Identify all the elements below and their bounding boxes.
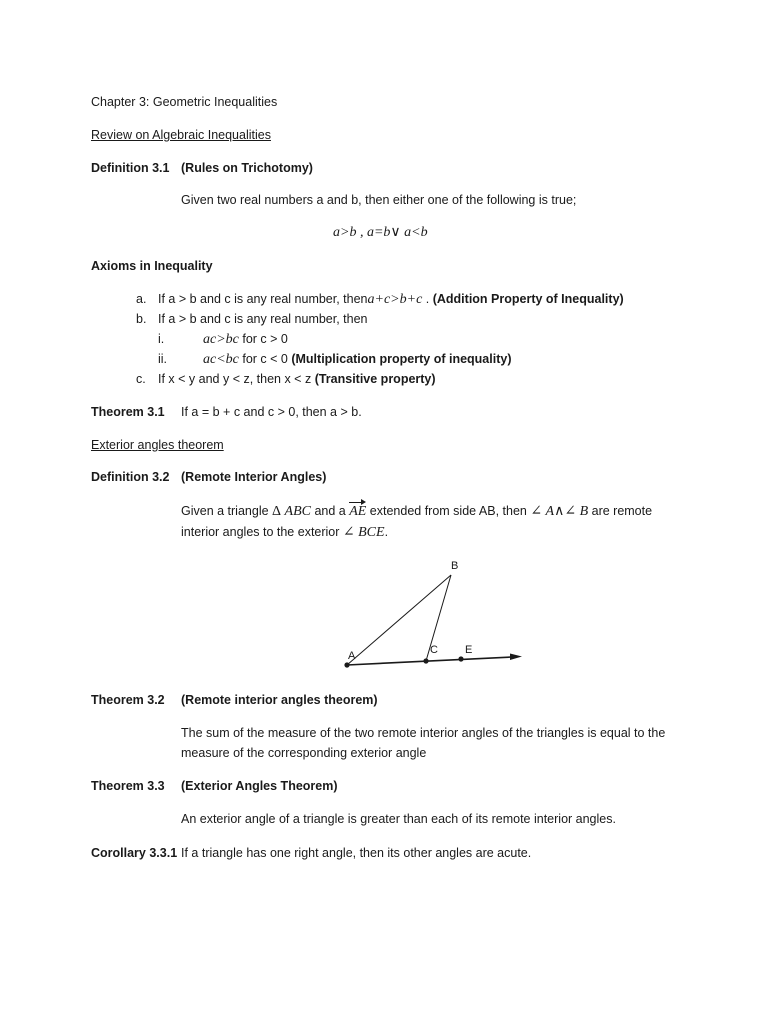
angle-symbol: ∠: [530, 504, 543, 519]
thm33-text: An exterior angle of a triangle is greater than each of its remote interior angles.: [181, 812, 616, 826]
axiom-c: [158, 371, 436, 387]
thm32-line1: The sum of the measure of the two remote interior angles of the triangles is equal to the: [181, 726, 666, 740]
point-c: [423, 658, 428, 663]
def31-text: Given two real numbers a and b, then either one of the following is true;: [181, 193, 577, 207]
def32-line1-a: Given a triangle: [181, 504, 273, 518]
axiom-bi-marker: i.: [158, 332, 165, 346]
thm33-title: (Exterior Angles Theorem): [181, 779, 338, 793]
axiom-bii-marker: ii.: [158, 352, 168, 366]
axiom-a-marker: a.: [136, 292, 147, 306]
point-e: [458, 656, 463, 661]
thm31-text: If a = b + c and c > 0, then a > b.: [181, 405, 362, 419]
def32-line1-c: extended from side AB, then: [366, 504, 531, 518]
exterior-angle-name: BCE: [358, 525, 385, 540]
label-c: C: [430, 644, 438, 656]
axiom-b-marker: b.: [136, 312, 147, 326]
axioms-heading: Axioms in Inequality: [91, 259, 213, 273]
axiom-bi: [203, 331, 288, 348]
label-e: E: [465, 644, 473, 656]
point-a: [344, 662, 349, 667]
def32-title: (Remote Interior Angles): [181, 470, 327, 484]
wedge-symbol: ∧: [554, 504, 565, 519]
axiom-bi-math: ac>bc: [203, 332, 239, 347]
angle-a: A: [545, 504, 555, 519]
axiom-bii: [203, 351, 511, 368]
def32-label: Definition 3.2: [91, 470, 170, 484]
thm32-label: Theorem 3.2: [91, 693, 165, 707]
axiom-a: [158, 291, 624, 308]
axiom-a-bold: (Addition Property of Inequality): [432, 292, 624, 306]
def32-line2-a: interior angles to the exterior: [181, 525, 343, 539]
axiom-bii-text: for c < 0: [238, 352, 292, 366]
exterior-heading: Exterior angles theorem: [91, 438, 224, 452]
axiom-b-text: If a > b and c is any real number, then: [158, 312, 368, 326]
def32-line1-b: and a: [310, 504, 350, 518]
def32-line2-end: .: [384, 525, 389, 539]
axiom-c-bold: (Transitive property): [314, 372, 436, 386]
ray-ae: AE: [349, 504, 367, 519]
angle-symbol: ∠: [342, 525, 355, 540]
thm31-label: Theorem 3.1: [91, 405, 165, 419]
angle-b: B: [579, 504, 589, 519]
triangle-figure: [330, 555, 530, 675]
label-a: A: [348, 650, 356, 662]
def32-line1: [181, 503, 652, 520]
axiom-bii-bold: (Multiplication property of inequality): [291, 352, 512, 366]
axiom-c-marker: c.: [136, 372, 146, 386]
cor331-label: Corollary 3.3.1: [91, 846, 178, 860]
thm32-line2: measure of the corresponding exterior angle: [181, 746, 427, 760]
label-b: B: [451, 560, 459, 572]
ray-arrowhead: [510, 654, 522, 661]
axiom-a-tail: .: [422, 292, 433, 306]
review-heading: Review on Algebraic Inequalities: [91, 128, 271, 142]
def31-title: (Rules on Trichotomy): [181, 161, 313, 175]
def31-label: Definition 3.1: [91, 161, 170, 175]
chapter-title: Chapter 3: Geometric Inequalities: [91, 95, 278, 109]
triangle-diagram: [330, 555, 530, 675]
axiom-a-math: a+c>b+c: [367, 292, 423, 307]
trichotomy-formula: a>b , a=b∨ a<b: [333, 225, 428, 240]
angle-symbol: ∠: [564, 504, 577, 519]
cor331-text: If a triangle has one right angle, then its other angles are acute.: [181, 846, 532, 860]
thm33-label: Theorem 3.3: [91, 779, 165, 793]
axiom-c-text: If x < y and y < z, then x < z: [158, 372, 315, 386]
delta-symbol: Δ: [272, 504, 282, 519]
thm32-title: (Remote interior angles theorem): [181, 693, 378, 707]
axiom-bii-math: ac<bc: [203, 352, 239, 367]
triangle-name: ABC: [284, 504, 311, 519]
axiom-bi-text: for c > 0: [238, 332, 288, 346]
axiom-a-text: If a > b and c is any real number, then: [158, 292, 368, 306]
def32-line1-d: are remote: [588, 504, 653, 518]
def32-line2: [181, 524, 388, 541]
ray-ae-line: [347, 657, 512, 665]
